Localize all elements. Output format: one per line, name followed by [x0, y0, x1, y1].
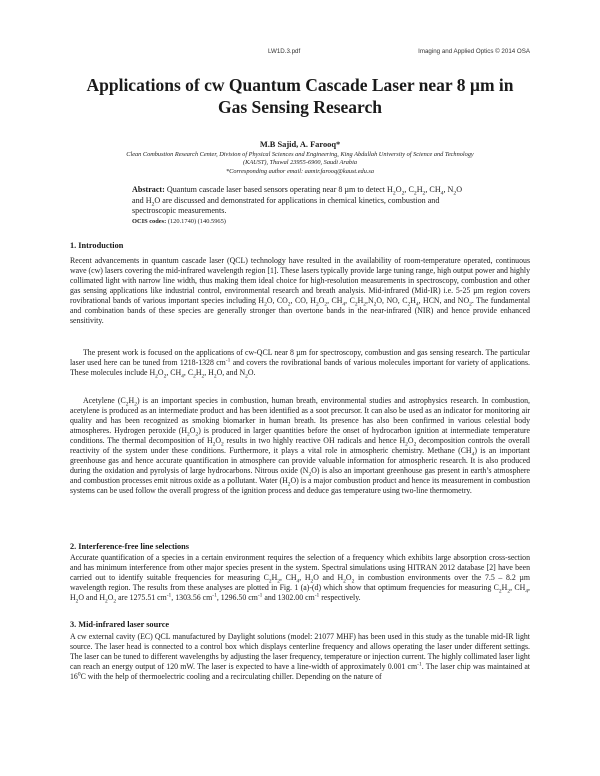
affiliation: Clean Combustion Research Center, Division of Physical Sciences and Engineering, King Abdullah University of Science and Technology (KAUST), Thuwal 23955-6900, Saudi Arabia *Corresponding author email: aamir.farooq@kaust.edu.sa: [70, 151, 530, 176]
intro-paragraph-2: The present work is focused on the applications of cw-QCL near 8 µm for spectroscopy, combustion and gas sensing research. The particular laser used here can be tuned from 1218-1328 $cm^{-1}$ and covers the rovibrational bands of various molecules important for variety of applications. These molecules include $H_2O_2$, $CH_4$, $C_2H_2$, $H_2O$, and $N_2O$.: [70, 348, 530, 380]
paper-title: Applications of cw Quantum Cascade Laser near 8 µm in Gas Sensing Research: [86, 75, 514, 117]
header-venue: Imaging and Applied Optics © 2014 OSA: [418, 48, 530, 55]
abstract: Abstract: Quantum cascade laser based sensors operating near 8 µm to detect $H_2O_2$, $C_2H_2$, $CH_4$, $N_2O$ and $H_2O$ are discussed and demonstrated for applications in chemical kinetics, combustion and spectroscopic measurements.: [132, 185, 463, 216]
ocis-codes: OCIS codes: (120.1740) (140.5965): [132, 218, 226, 225]
intro-paragraph-1: Recent advancements in quantum cascade laser (QCL) technology have resulted in the availability of room-temperature operated, continuous wave (cw) lasers covering the mid-infrared wavelength region [1]. These lasers typically provide large tuning range, high output power and highly collimated light with narrow line width, thus making them ideal choice for high-resolution measurements in spectroscopy, combustion and other gas sensing applications like industrial control, environmental research and breath analysis. Mid-infrared (Mid-IR) i.e. 5-25 µm region covers rovibrational bands of various important species including $H_2O$, $CO_2$, CO, $H_2O_2$, $CH_4$, $C_2H_2,N_2O$, NO, $C_2H_4$, HCN, and $NO_2$. The fundamental and combination bands of these species are generally stronger than overtone bands in the near-infrared (NIR) and hence provide enhanced sensitivity.: [70, 256, 530, 326]
section-heading-interference-free: 2. Interference-free line selections: [70, 542, 190, 551]
corresponding-email: *Corresponding author email: aamir.farooq@kaust.edu.sa: [225, 167, 375, 175]
abstract-label: Abstract:: [132, 185, 165, 194]
section-heading-introduction: 1. Introduction: [70, 241, 124, 250]
intro-paragraph-3: Acetylene $(C_2H_2)$ is an important species in combustion, human breath, environmental studies and astrophysics research. In combustion, acetylene is produced as an intermediate product and has been identified as a soot precursor. It can also be used as an indicator for monitoring air quality and has been recognized as smoking biomarker in human breath. Its presence has also been confirmed in various celestial body atmospheres. Hydrogen peroxide $(H_2O_2)$ is produced in larger quantities before the onset of hydrocarbon ignition at intermediate temperature conditions. The thermal decomposition of $H_2O_2$ results in two highly reactive OH radicals and hence $H_2O_2$ decomposition controls the overall reactivity of the system under these conditions. Furthermore, it plays a vital role in atmospheric chemistry. Methane $(CH_4)$ is an important greenhouse gas and hence accurate quantification in atmosphere can provide valuable information for atmospheric research. It is also produced during the oxidation and pyrolysis of large hydrocarbons. Nitrous oxide $(N_2O)$ is also an important greenhouse gas present in earth’s atmosphere and combustion processes emit nitrous oxide as a pollutant. Water $(H_2O)$ is a major combustion product and hence its measurement in combustion systems can be used follow the overall progress of the ignition process and deduce gas temperature using two-line thermometry.: [70, 396, 531, 496]
authors: M.B Sajid, A. Farooq*: [259, 140, 341, 149]
section2-paragraph: Accurate quantification of a species in a certain environment requires the selection of a frequency which exhibits large absorption cross-section and has minimum interference from other major species present in the system. Spectral simulations using HITRAN 2012 database [2] have been carried out to identify suitable frequencies for measuring $C_2H_2$, $CH_4$, $H_2O$ and $H_2O_2$ in combustion environments over the 7.5 – 8.2 µm wavelength region. The results from these analyses are plotted in Fig. 1 (a)-(d) which show that optimum frequencies for measuring $C_2H_2$, $CH_4$, $H_2O$ and $H_2O_2$ are 1275.51 $cm^{-1}$, 1303.56 $cm^{-1}$, 1296.50 $cm^{-1}$ and 1302.00 $cm^{-1}$ respectively.: [70, 553, 530, 605]
section3-paragraph: A cw external cavity (EC) QCL manufactured by Daylight solutions (model: 21077 MHF) has been used in this study as the tunable mid-IR light source. The laser head is connected to a control box which displays centerline frequency and allows operating the laser under different settings. The laser can be tuned to different wavelengths by adjusting the laser frequency, temperature or injection current. The highly collimated laser light can reach an energy output of 120 mW. The laser is expected to have a line-width of approximately 0.001 $cm^{-1}$. The laser chip was maintained at $16^0C$ with the help of thermoelectric cooling and a recirculating chiller. Depending on the nature of: [70, 632, 530, 682]
header-file-name: LW1D.3.pdf: [268, 48, 301, 55]
section-heading-mid-infrared-source: 3. Mid-infrared laser source: [70, 620, 170, 629]
